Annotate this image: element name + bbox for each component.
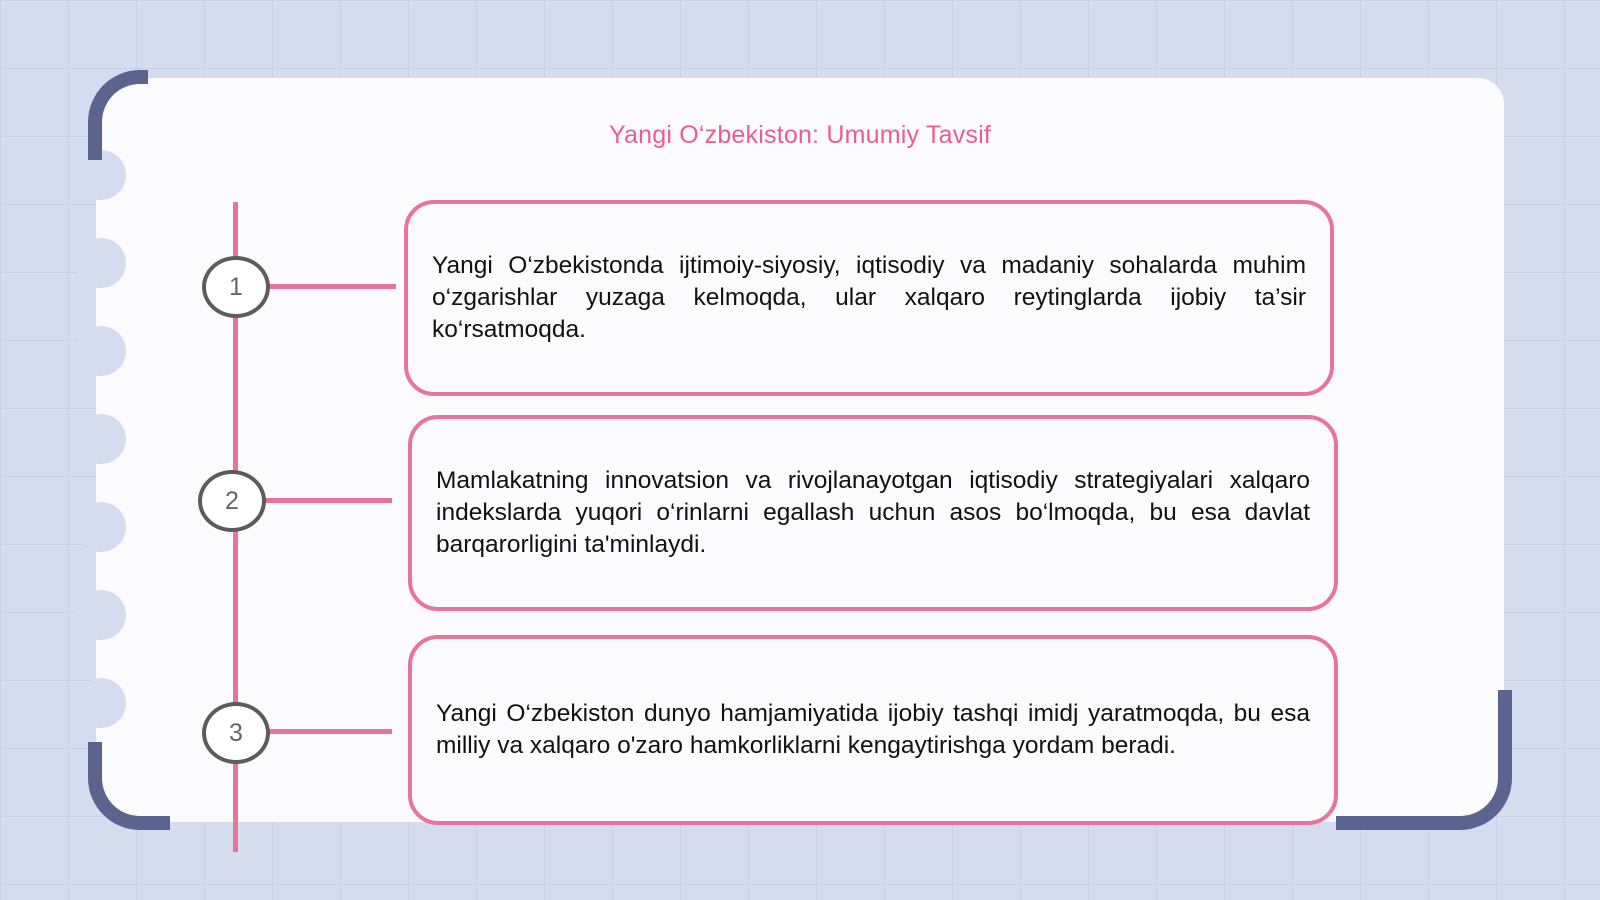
notebook-hole bbox=[76, 678, 126, 728]
timeline-card-3 bbox=[408, 635, 1338, 825]
timeline-text-1: Yangi O‘zbekistonda ijtimoiy-siyosiy, iqtisodiy va madaniy sohalarda muhim o‘zgarishlar yuzaga kelmoqda, ular xalqaro reytinglarda ijobiy ta’sir ko‘rsatmoqda. bbox=[432, 252, 1306, 343]
timeline-card-2 bbox=[408, 415, 1338, 611]
timeline-number-3: 3 bbox=[202, 702, 270, 764]
notebook-hole bbox=[76, 238, 126, 288]
notebook-hole bbox=[76, 502, 126, 552]
notebook-hole bbox=[76, 326, 126, 376]
timeline-connector bbox=[264, 498, 392, 503]
timeline-text-3: Yangi O‘zbekiston dunyo hamjamiyatida ijobiy tashqi imidj yaratmoqda, bu esa milliy va xalqaro o'zaro hamkorliklarni kengaytirishga yordam beradi. bbox=[436, 700, 1310, 759]
timeline-text-2: Mamlakatning innovatsion va rivojlanayotgan iqtisodiy strategiyalari xalqaro indekslarda yuqori o‘rinlarni egallash uchun asos bo‘lmoqda, bu esa davlat barqarorligini ta'minlaydi. bbox=[436, 467, 1310, 558]
frame-corner-bottom-right bbox=[1336, 690, 1512, 830]
timeline-connector bbox=[268, 729, 392, 734]
notebook-hole bbox=[76, 414, 126, 464]
timeline-connector bbox=[268, 284, 396, 289]
timeline-number-2: 2 bbox=[198, 470, 266, 532]
timeline-card-1 bbox=[404, 200, 1334, 396]
timeline-number-1: 1 bbox=[202, 256, 270, 318]
frame-corner-bottom-left bbox=[88, 742, 170, 830]
slide-title: Yangi O‘zbekiston: Umumiy Tavsif bbox=[609, 121, 991, 149]
notebook-hole bbox=[76, 590, 126, 640]
